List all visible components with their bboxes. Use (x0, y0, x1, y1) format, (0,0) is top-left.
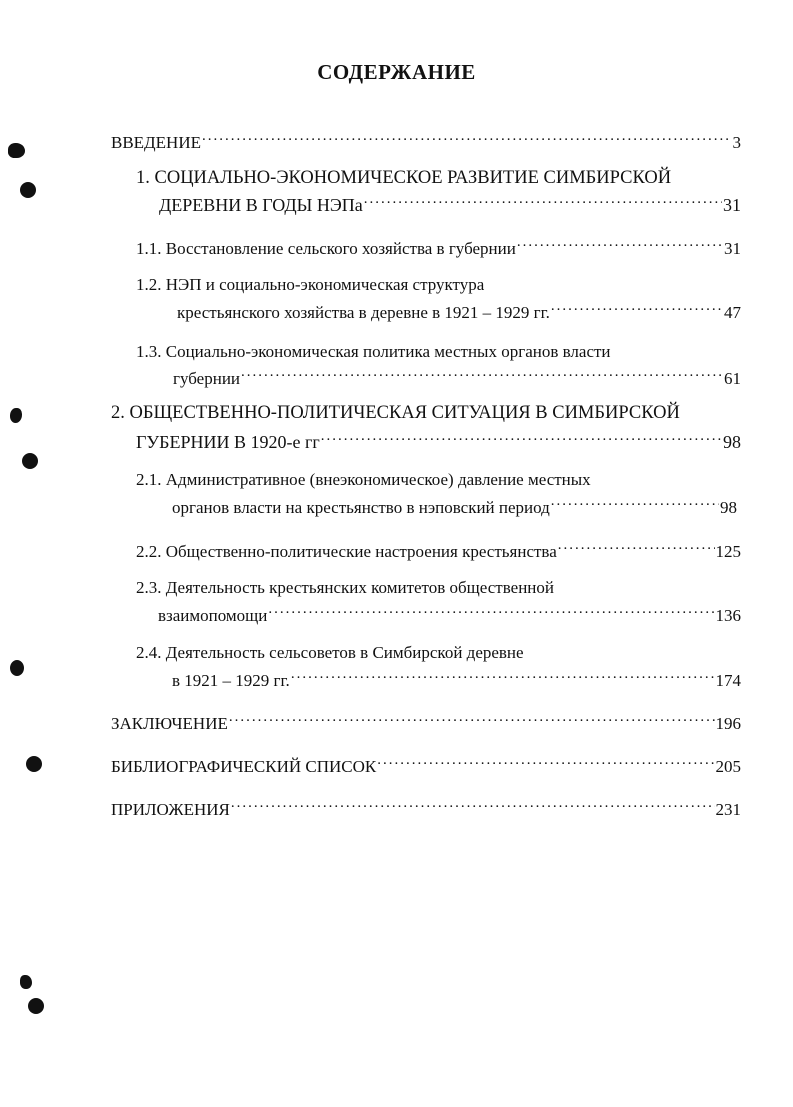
toc-entry-label: ПРИЛОЖЕНИЯ (111, 800, 230, 819)
scan-mark (10, 408, 22, 423)
toc-section-2-4-line2 (172, 664, 741, 692)
leader-dots (231, 793, 715, 815)
toc-section-2-3-line2 (158, 599, 741, 627)
toc-page-number: 61 (724, 369, 741, 388)
toc-page-number: 31 (724, 239, 741, 258)
scan-mark (10, 660, 24, 676)
toc-page-number: 205 (715, 757, 741, 776)
toc-entry-label: ДЕРЕВНИ В ГОДЫ НЭПа (159, 195, 363, 215)
scan-mark (8, 143, 25, 158)
leader-dots (202, 126, 732, 148)
toc-entry-appendices (111, 793, 741, 821)
toc-page-number: 98 (720, 498, 737, 517)
toc-entry-bibliography (111, 750, 741, 778)
toc-page-number: 47 (724, 303, 741, 322)
toc-entry-label: 2.2. Общественно-политические настроения крестьянства (136, 542, 557, 561)
toc-page-number: 31 (723, 195, 741, 215)
toc-entry-conclusion (111, 707, 741, 735)
toc-section-2-2 (136, 535, 741, 563)
toc-chapter-1-line2 (159, 189, 741, 216)
leader-dots (558, 535, 715, 557)
leader-dots (241, 362, 723, 384)
leader-dots (377, 750, 714, 772)
toc-section-1-1 (136, 232, 741, 260)
punch-hole (22, 453, 38, 469)
toc-section-2-1-line1: 2.1. Административное (внеэкономическое) давление местных (136, 470, 591, 489)
toc-section-1-3-line1: 1.3. Социально-экономическая политика местных органов власти (136, 342, 611, 361)
toc-page-number: 3 (732, 133, 741, 152)
toc-section-2-3-line1: 2.3. Деятельность крестьянских комитетов общественной (136, 578, 554, 597)
toc-chapter-1-line1: 1. СОЦИАЛЬНО-ЭКОНОМИЧЕСКОЕ РАЗВИТИЕ СИМБИРСКОЙ (136, 168, 672, 188)
toc-entry-label: крестьянского хозяйства в деревне в 1921 – 1929 гг. (177, 303, 550, 322)
toc-entry-label: БИБЛИОГРАФИЧЕСКИЙ СПИСОК (111, 757, 377, 776)
punch-hole (28, 998, 44, 1014)
toc-entry-label: взаимопомощи (158, 606, 268, 625)
toc-entry-label: в 1921 – 1929 гг. (172, 671, 290, 690)
toc-entry-intro (111, 126, 741, 154)
leader-dots (551, 296, 723, 318)
toc-page-number: 174 (715, 671, 741, 690)
toc-entry-label: губернии (173, 369, 241, 388)
leader-dots (229, 707, 715, 729)
toc-entry-label: ГУБЕРНИИ В 1920-е гг (136, 432, 320, 452)
toc-entry-label: органов власти на крестьянство в нэповский период (172, 498, 550, 517)
punch-hole (26, 756, 42, 772)
page-title: СОДЕРЖАНИЕ (317, 60, 476, 84)
toc-entry-label: 1.1. Восстановление сельского хозяйства в губернии (136, 239, 516, 258)
toc-section-1-2-line2 (177, 296, 741, 324)
toc-entry-label: ВВЕДЕНИЕ (111, 133, 201, 152)
toc-chapter-2-line1: 2. ОБЩЕСТВЕННО-ПОЛИТИЧЕСКАЯ СИТУАЦИЯ В СИМБИРСКОЙ (111, 403, 680, 423)
leader-dots (517, 232, 723, 254)
toc-section-2-1-line2 (172, 491, 737, 519)
toc-entry-label: ЗАКЛЮЧЕНИЕ (111, 714, 228, 733)
toc-section-1-3-line2 (173, 362, 741, 390)
toc-page-number: 136 (715, 606, 741, 625)
toc-page-number: 98 (723, 432, 741, 452)
toc-chapter-2-line2 (136, 426, 741, 453)
leader-dots (364, 189, 722, 211)
scan-mark (20, 975, 32, 989)
toc-page-number: 125 (715, 542, 741, 561)
leader-dots (551, 491, 719, 513)
toc-section-1-2-line1: 1.2. НЭП и социально-экономическая структура (136, 275, 485, 294)
leader-dots (321, 426, 722, 448)
toc-section-2-4-line1: 2.4. Деятельность сельсоветов в Симбирской деревне (136, 643, 524, 662)
punch-hole (20, 182, 36, 198)
leader-dots (268, 599, 714, 621)
toc-page-number: 196 (715, 714, 741, 733)
leader-dots (291, 664, 715, 686)
toc-page-number: 231 (715, 800, 741, 819)
